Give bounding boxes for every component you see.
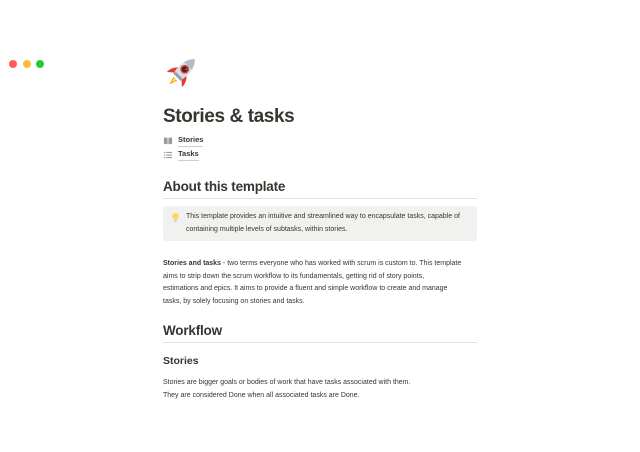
child-page-label: Stories — [178, 135, 203, 147]
minimize-button[interactable] — [23, 60, 31, 68]
paragraph-text: - two terms everyone who has worked with scrum is custom to. This template — [220, 260, 462, 267]
child-page-link-tasks[interactable] — [163, 148, 477, 162]
paragraph-line: tasks, by solely focusing on stories and tasks. — [163, 297, 305, 305]
paragraph-line: They are considered Done when all associated tasks are Done. — [163, 392, 360, 400]
child-page-list — [163, 134, 477, 162]
divider — [163, 198, 477, 199]
child-page-label: Tasks — [178, 149, 199, 161]
paragraph-line: aims to strip down the scrum workflow to its fundamentals, getting rid of story points, — [163, 272, 425, 280]
section-heading-workflow: Workflow — [163, 323, 222, 339]
lightbulb-icon — [171, 212, 180, 225]
paragraph-bold-lead: Stories and tasks — [163, 260, 221, 267]
stories-paragraph — [163, 376, 477, 402]
section-heading-about: About this template — [163, 179, 286, 194]
callout-line: containing multiple levels of subtasks, within stories. — [186, 225, 348, 233]
callout — [163, 206, 477, 241]
callout-text — [186, 211, 460, 236]
page-content — [163, 52, 477, 402]
sub-heading-stories: Stories — [163, 355, 199, 368]
window-controls — [9, 60, 44, 68]
callout-line: This template provides an intuitive and streamlined way to encapsulate tasks, capable of — [186, 213, 460, 220]
paragraph-line: estimations and epics. It aims to provide a fluent and simple workflow to create and manage — [163, 285, 448, 293]
close-button[interactable] — [9, 60, 17, 68]
paragraph-line: Stories are bigger goals or bodies of work that have tasks associated with them. — [163, 379, 411, 387]
about-paragraph — [163, 258, 477, 308]
paragraph-line — [163, 258, 477, 271]
page-title: Stories & tasks — [163, 106, 295, 127]
notion-window — [0, 52, 640, 452]
open-book-icon — [163, 136, 173, 146]
child-page-link-stories[interactable] — [163, 134, 477, 148]
rocket-icon[interactable] — [163, 52, 201, 90]
divider — [163, 342, 477, 343]
list-icon — [163, 150, 173, 160]
zoom-button[interactable] — [36, 60, 44, 68]
